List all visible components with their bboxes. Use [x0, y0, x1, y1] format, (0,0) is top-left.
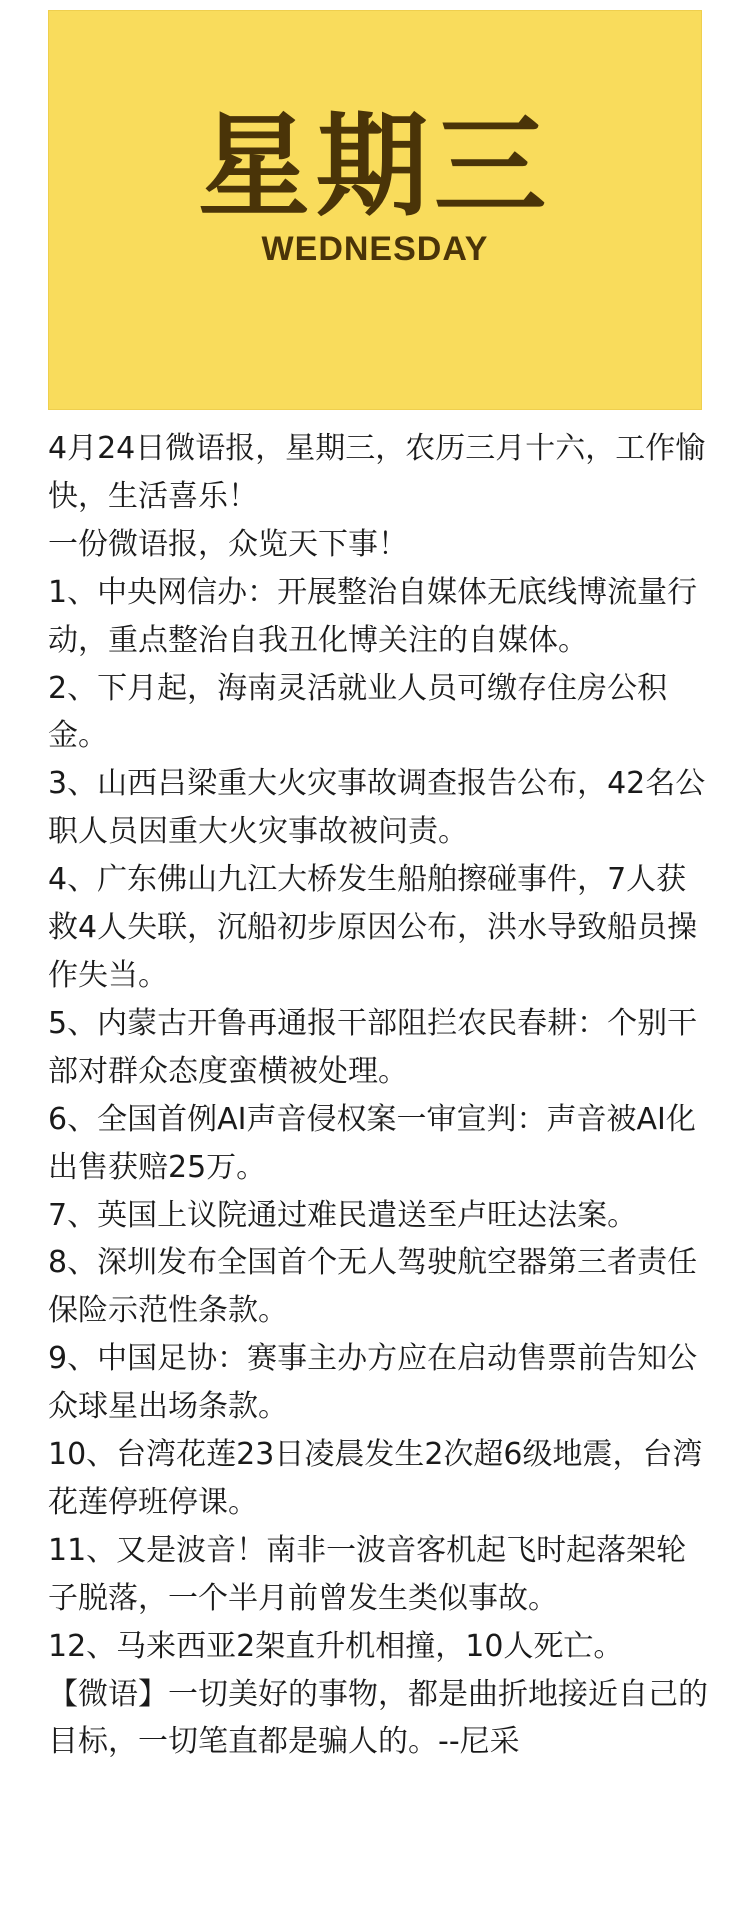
news-item: 9、中国足协：赛事主办方应在启动售票前告知公众球星出场条款。: [48, 1341, 698, 1425]
news-article: [48, 425, 708, 1766]
news-item: 7、英国上议院通过难民遣送至卢旺达法案。: [48, 1197, 638, 1233]
intro-line: 4月24日微语报，星期三，农历三月十六，工作愉快，生活喜乐！: [48, 431, 706, 514]
news-item: 2、下月起，海南灵活就业人员可缴存住房公积金。: [48, 670, 668, 754]
news-item: 4、广东佛山九江大桥发生船舶擦碰事件，7人获救4人失联，沉船初步原因公布，洪水导致船员操作失当。: [48, 862, 698, 993]
intro-line: 一份微语报，众览天下事！: [48, 526, 408, 562]
news-item: 11、又是波音！南非一波音客机起飞时起落架轮子脱落，一个半月前曾发生类似事故。: [48, 1532, 687, 1616]
news-item: 10、台湾花莲23日凌晨发生2次超6级地震，台湾花莲停班停课。: [48, 1437, 703, 1520]
news-item: 12、马来西亚2架直升机相撞，10人死亡。: [48, 1628, 624, 1664]
news-item: 1、中央网信办：开展整治自媒体无底线博流量行动，重点整治自我丑化博关注的自媒体。: [48, 574, 698, 658]
banner-title: 星期三: [198, 102, 552, 232]
news-item: 6、全国首例AI声音侵权案一审宣判：声音被AI化出售获赔25万。: [48, 1101, 696, 1185]
news-item: 3、山西吕梁重大火灾事故调查报告公布，42名公职人员因重大火灾事故被问责。: [48, 766, 706, 850]
banner-subtitle: WEDNESDAY: [261, 230, 489, 268]
quote-line: 【微语】一切美好的事物，都是曲折地接近自己的目标，一切笔直都是骗人的。--尼采: [48, 1676, 708, 1760]
news-item: 8、深圳发布全国首个无人驾驶航空器第三者责任保险示范性条款。: [48, 1245, 698, 1329]
weekday-banner: [48, 10, 702, 410]
news-item: 5、内蒙古开鲁再通报干部阻拦农民春耕：个别干部对群众态度蛮横被处理。: [48, 1005, 698, 1089]
